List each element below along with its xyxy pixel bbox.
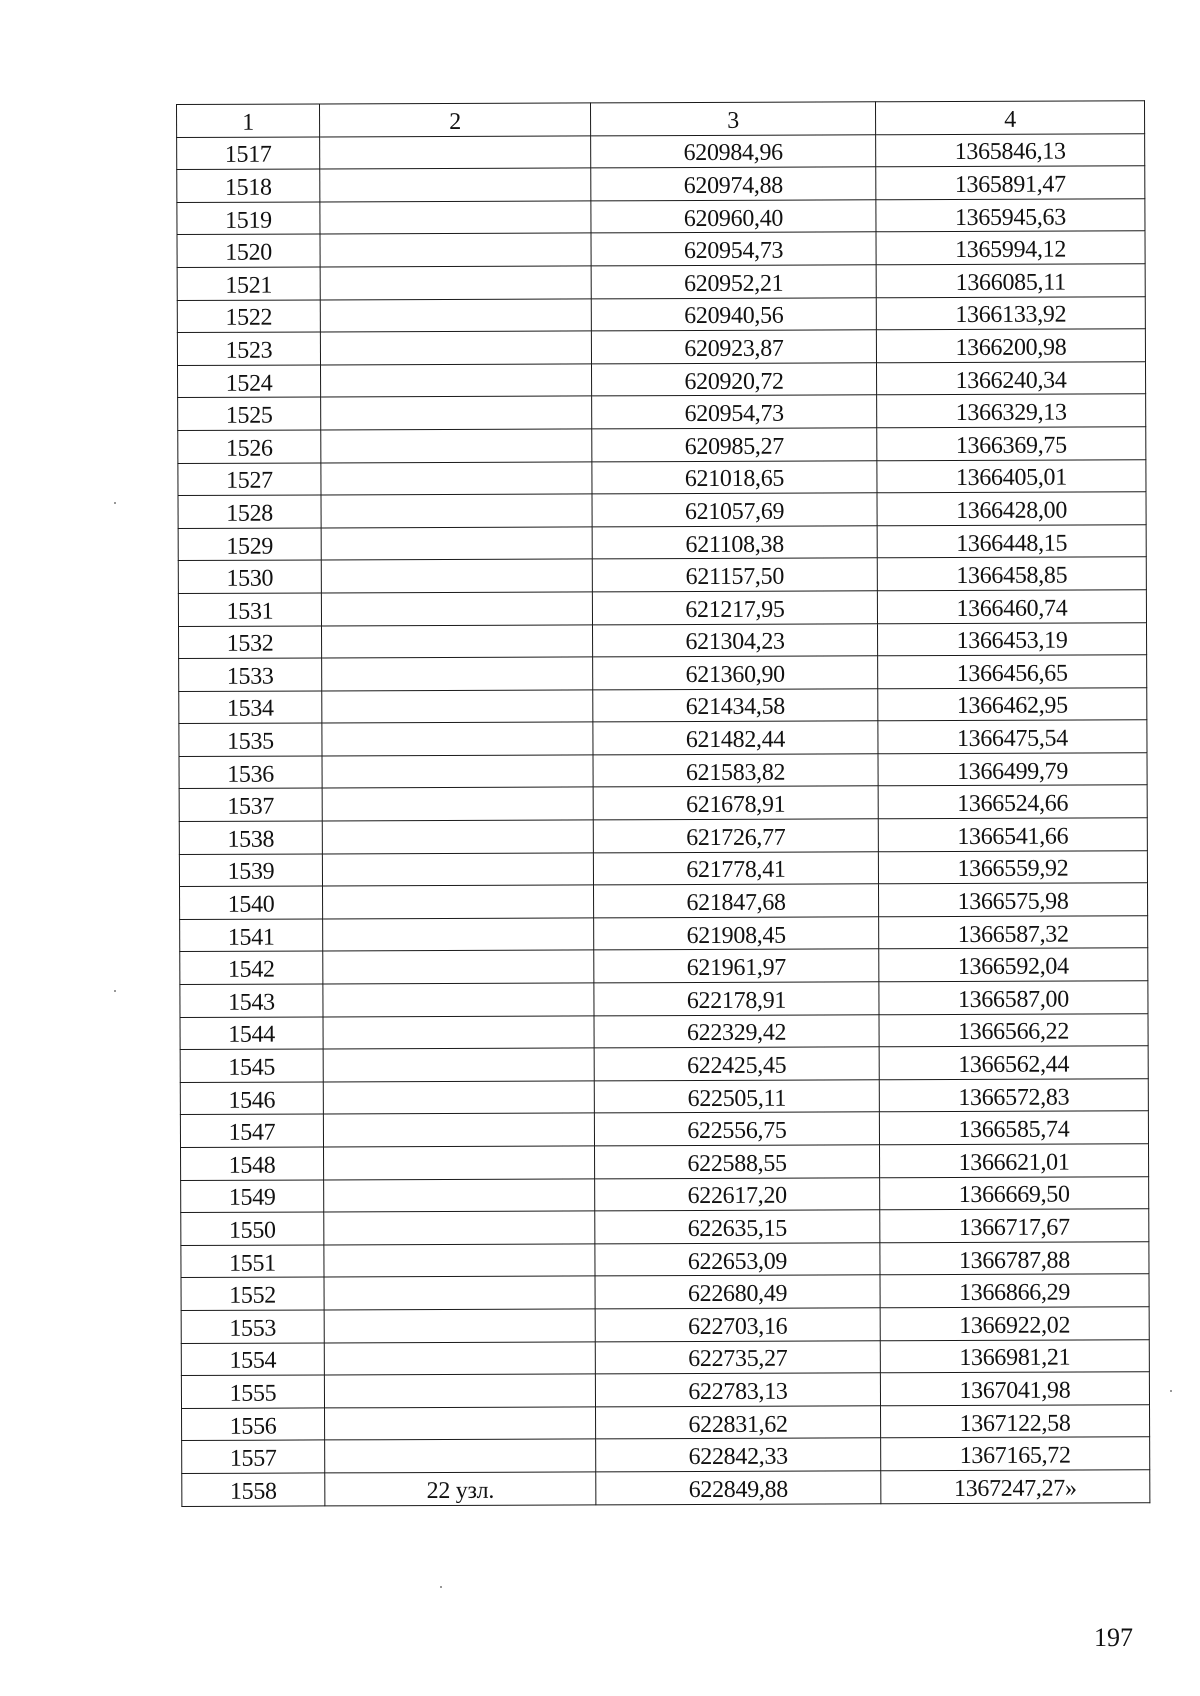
table-cell-col-3: 621434,58 [593, 688, 878, 722]
table-cell-col-1: 1535 [179, 723, 322, 756]
table-cell-col-2 [322, 657, 593, 691]
table-row [182, 1437, 1150, 1473]
table-row [179, 655, 1147, 691]
table-row [178, 362, 1146, 398]
table-cell-col-1: 1521 [177, 267, 320, 300]
table-cell-col-1: 1558 [182, 1473, 325, 1506]
table-cell-col-2 [324, 1374, 595, 1408]
table-cell-col-3: 621726,77 [593, 819, 878, 853]
table-cell-col-3: 620954,73 [591, 232, 876, 266]
table-cell-col-4: 1366572,83 [879, 1079, 1148, 1113]
table-cell-col-3: 621583,82 [593, 754, 878, 788]
table-cell-col-4: 1366559,92 [878, 850, 1147, 884]
table-cell-col-1: 1523 [177, 332, 320, 365]
table-row [181, 1176, 1149, 1212]
table-cell-col-3: 622831,62 [596, 1406, 881, 1440]
table-cell-col-3: 622703,16 [595, 1308, 880, 1342]
table-cell-col-1: 1542 [180, 951, 323, 984]
table-cell-col-2 [321, 559, 592, 593]
table-cell-col-2 [320, 298, 591, 332]
table-row [178, 590, 1146, 626]
table-cell-col-4: 1366456,65 [878, 655, 1147, 689]
table-cell-col-2 [320, 233, 591, 267]
table-row [181, 1274, 1149, 1310]
table-cell-col-3: 622735,27 [595, 1340, 880, 1374]
table-cell-col-4: 1366524,66 [878, 785, 1147, 819]
table-cell-col-2 [323, 1113, 594, 1147]
table-cell-col-1: 1522 [177, 300, 320, 333]
table-cell-col-4: 1367165,72 [881, 1437, 1150, 1471]
table-cell-col-2 [324, 1244, 595, 1278]
table-cell-col-4: 1366329,13 [877, 394, 1146, 428]
table-cell-col-1: 1538 [179, 821, 322, 854]
header-cell-3: 3 [590, 102, 875, 136]
table-row [181, 1209, 1149, 1245]
table-cell-col-2 [325, 1439, 596, 1473]
table-row [179, 753, 1147, 789]
table-cell-col-3: 620974,88 [591, 167, 876, 201]
table-cell-col-3: 621018,65 [592, 460, 877, 494]
table-cell-col-4: 1366405,01 [877, 459, 1146, 493]
table-row [180, 948, 1148, 984]
table-row [178, 427, 1146, 463]
table-cell-col-1: 1529 [178, 528, 321, 561]
table-cell-col-1: 1520 [177, 234, 320, 267]
table-row [177, 133, 1145, 169]
table-cell-col-1: 1543 [180, 984, 323, 1017]
table-cell-col-1: 1557 [182, 1440, 325, 1473]
table-cell-col-1: 1537 [179, 788, 322, 821]
table-cell-col-2 [321, 461, 592, 495]
table-cell-col-1: 1549 [181, 1180, 324, 1213]
table-row [177, 231, 1145, 267]
header-cell-2: 2 [320, 103, 591, 137]
table-cell-col-3: 620923,87 [591, 330, 876, 364]
table-cell-col-4: 1366475,54 [878, 720, 1147, 754]
table-cell-col-2 [321, 592, 592, 626]
table-cell-col-4: 1366866,29 [880, 1274, 1149, 1308]
table-cell-col-2 [324, 1276, 595, 1310]
table-row [179, 850, 1147, 886]
table-cell-col-1: 1545 [180, 1049, 323, 1082]
table-row [181, 1242, 1149, 1278]
table-cell-col-3: 621057,69 [592, 493, 877, 527]
table-cell-col-4: 1366200,98 [876, 329, 1145, 363]
table-cell-col-1: 1524 [178, 365, 321, 398]
table-cell-col-1: 1550 [181, 1212, 324, 1245]
table-row [177, 329, 1145, 365]
table-cell-col-1: 1540 [180, 886, 323, 919]
table-cell-col-4: 1366562,44 [879, 1046, 1148, 1080]
table-cell-col-4: 1366240,34 [876, 362, 1145, 396]
table-row [180, 1111, 1148, 1147]
table-cell-col-2 [322, 820, 593, 854]
table-row [180, 1013, 1148, 1049]
table-cell-col-2 [323, 950, 594, 984]
table-cell-col-3: 620920,72 [592, 363, 877, 397]
table-cell-col-2 [322, 787, 593, 821]
table-cell-col-2 [321, 429, 592, 463]
table-cell-col-1: 1525 [178, 397, 321, 430]
table-cell-col-1: 1541 [180, 919, 323, 952]
table-cell-col-4: 1366541,66 [878, 818, 1147, 852]
table-cell-col-1: 1554 [181, 1343, 324, 1376]
table-cell-col-1: 1519 [177, 202, 320, 235]
table-row [181, 1339, 1149, 1375]
table-cell-col-2 [323, 1048, 594, 1082]
table-cell-col-3: 620954,73 [592, 395, 877, 429]
table-cell-col-2 [322, 755, 593, 789]
table-cell-col-4: 1366592,04 [879, 948, 1148, 982]
table-cell-col-3: 621847,68 [594, 884, 879, 918]
table-cell-col-4: 1366448,15 [877, 524, 1146, 558]
table-cell-col-3: 622849,88 [596, 1471, 881, 1505]
table-header [177, 101, 1145, 137]
table-body [177, 133, 1150, 1506]
table-cell-col-3: 622842,33 [596, 1438, 881, 1472]
table-cell-col-3: 621360,90 [593, 656, 878, 690]
table-cell-col-2 [324, 1146, 595, 1180]
table-row [177, 199, 1145, 235]
table-row [180, 883, 1148, 919]
table-cell-col-4: 1366566,22 [879, 1013, 1148, 1047]
table-cell-col-3: 622505,11 [594, 1080, 879, 1114]
table-row [182, 1405, 1150, 1441]
table-cell-col-1: 1544 [180, 1017, 323, 1050]
table-cell-col-1: 1552 [181, 1277, 324, 1310]
table-row [179, 622, 1147, 658]
table-row [177, 166, 1145, 202]
table-cell-col-2 [322, 853, 593, 887]
table-row [178, 524, 1146, 560]
table-cell-col-3: 620984,96 [591, 134, 876, 168]
table-cell-col-1: 1553 [181, 1310, 324, 1343]
table-cell-col-3: 621157,50 [592, 558, 877, 592]
table-cell-col-2 [323, 885, 594, 919]
table-row [180, 1079, 1148, 1115]
table-row [181, 1307, 1149, 1343]
table-row [180, 981, 1148, 1017]
table-row [179, 785, 1147, 821]
table-cell-col-4: 1366621,01 [880, 1144, 1149, 1178]
table-cell-col-1: 1532 [179, 625, 322, 658]
table-row [178, 459, 1146, 495]
table-row [178, 492, 1146, 528]
table-cell-col-3: 621961,97 [594, 949, 879, 983]
table-cell-col-4: 1367041,98 [880, 1372, 1149, 1406]
table-cell-col-3: 622783,13 [595, 1373, 880, 1407]
table-cell-col-4: 1366587,00 [879, 981, 1148, 1015]
table-cell-col-2 [325, 1407, 596, 1441]
table-row [179, 720, 1147, 756]
table-cell-col-4: 1366587,32 [879, 916, 1148, 950]
table-cell-col-3: 622178,91 [594, 982, 879, 1016]
table-cell-col-1: 1534 [179, 691, 322, 724]
table-cell-col-4: 1366575,98 [879, 883, 1148, 917]
scan-speck [114, 502, 116, 504]
table-cell-col-2: 22 узл. [325, 1472, 596, 1506]
scan-speck [1170, 1390, 1172, 1392]
table-cell-col-2 [321, 494, 592, 528]
table-row [181, 1144, 1149, 1180]
table-cell-col-4: 1366717,67 [880, 1209, 1149, 1243]
table-cell-col-1: 1536 [179, 756, 322, 789]
table-cell-col-2 [320, 266, 591, 300]
table-row [178, 557, 1146, 593]
table-cell-col-4: 1366499,79 [878, 753, 1147, 787]
table-cell-col-2 [320, 201, 591, 235]
table-cell-col-3: 622329,42 [594, 1014, 879, 1048]
table-cell-col-2 [323, 983, 594, 1017]
table-cell-col-2 [324, 1211, 595, 1245]
table-cell-col-2 [320, 168, 591, 202]
table-cell-col-2 [323, 918, 594, 952]
table-cell-col-3: 622556,75 [594, 1112, 879, 1146]
table-cell-col-4: 1366669,50 [880, 1176, 1149, 1210]
table-cell-col-3: 621217,95 [592, 591, 877, 625]
table-cell-col-3: 622588,55 [595, 1145, 880, 1179]
table-row [181, 1372, 1149, 1408]
table-cell-col-2 [323, 1081, 594, 1115]
table-cell-col-4: 1365846,13 [876, 133, 1145, 167]
table-cell-col-4: 1366133,92 [876, 296, 1145, 330]
table-cell-col-4: 1366585,74 [879, 1111, 1148, 1145]
table-row [177, 264, 1145, 300]
table-cell-col-3: 622617,20 [595, 1177, 880, 1211]
table-cell-col-1: 1528 [178, 495, 321, 528]
page-number: 197 [1094, 1623, 1133, 1652]
table-cell-col-1: 1546 [180, 1082, 323, 1115]
table-cell-col-4: 1367247,27» [881, 1470, 1150, 1504]
table-cell-col-3: 620985,27 [592, 428, 877, 462]
table-cell-col-3: 622680,49 [595, 1275, 880, 1309]
header-cell-4: 4 [875, 101, 1144, 135]
table-cell-col-4: 1366453,19 [877, 622, 1146, 656]
table-cell-col-1: 1556 [182, 1408, 325, 1441]
table-cell-col-2 [322, 690, 593, 724]
table-cell-col-3: 622653,09 [595, 1243, 880, 1277]
table-cell-col-2 [322, 624, 593, 658]
table-cell-col-2 [321, 396, 592, 430]
table-row [182, 1470, 1150, 1506]
table-cell-col-1: 1518 [177, 169, 320, 202]
table-cell-col-1: 1533 [179, 658, 322, 691]
table-cell-col-2 [321, 527, 592, 561]
table-cell-col-4: 1366981,21 [880, 1339, 1149, 1373]
table-cell-col-1: 1547 [180, 1114, 323, 1147]
table-cell-col-1: 1551 [181, 1245, 324, 1278]
table-cell-col-2 [323, 1016, 594, 1050]
table-cell-col-3: 621778,41 [593, 851, 878, 885]
table-cell-col-1: 1517 [177, 137, 320, 170]
table-row [177, 296, 1145, 332]
table-cell-col-4: 1366085,11 [876, 264, 1145, 298]
table-cell-col-1: 1530 [178, 560, 321, 593]
scan-speck [114, 990, 116, 992]
table-cell-col-1: 1555 [181, 1375, 324, 1408]
table-cell-col-4: 1366428,00 [877, 492, 1146, 526]
table-cell-col-3: 620940,56 [591, 297, 876, 331]
table-cell-col-3: 622425,45 [594, 1047, 879, 1081]
table-cell-col-2 [320, 331, 591, 365]
table-cell-col-3: 620952,21 [591, 265, 876, 299]
table-cell-col-3: 621908,45 [594, 917, 879, 951]
scan-speck [440, 1586, 442, 1588]
table-cell-col-4: 1365994,12 [876, 231, 1145, 265]
table-cell-col-3: 621678,91 [593, 786, 878, 820]
table-cell-col-1: 1527 [178, 462, 321, 495]
table-cell-col-2 [324, 1178, 595, 1212]
table-row [180, 916, 1148, 952]
table-cell-col-1: 1548 [181, 1147, 324, 1180]
table-cell-col-2 [324, 1309, 595, 1343]
coordinates-table [176, 100, 1150, 1506]
table-cell-col-3: 621108,38 [592, 526, 877, 560]
table-cell-col-3: 621482,44 [593, 721, 878, 755]
table-cell-col-1: 1526 [178, 430, 321, 463]
header-cell-1: 1 [177, 104, 320, 137]
table-cell-col-4: 1365945,63 [876, 199, 1145, 233]
table-cell-col-4: 1366462,95 [878, 687, 1147, 721]
table-cell-col-2 [322, 722, 593, 756]
table-cell-col-4: 1365891,47 [876, 166, 1145, 200]
table-cell-col-3: 621304,23 [593, 623, 878, 657]
table-cell-col-4: 1366458,85 [877, 557, 1146, 591]
table-cell-col-4: 1366787,88 [880, 1242, 1149, 1276]
table-row [179, 687, 1147, 723]
table-row [179, 818, 1147, 854]
table-row [180, 1046, 1148, 1082]
table-cell-col-1: 1531 [178, 593, 321, 626]
table-cell-col-4: 1366369,75 [877, 427, 1146, 461]
table-cell-col-2 [320, 136, 591, 170]
table-cell-col-4: 1367122,58 [881, 1405, 1150, 1439]
table-cell-col-4: 1366922,02 [880, 1307, 1149, 1341]
header-row [177, 101, 1145, 137]
table-cell-col-3: 622635,15 [595, 1210, 880, 1244]
table-cell-col-4: 1366460,74 [877, 590, 1146, 624]
table-cell-col-2 [324, 1341, 595, 1375]
table-cell-col-1: 1539 [179, 854, 322, 887]
table-row [178, 394, 1146, 430]
table-cell-col-3: 620960,40 [591, 200, 876, 234]
table-cell-col-2 [321, 364, 592, 398]
